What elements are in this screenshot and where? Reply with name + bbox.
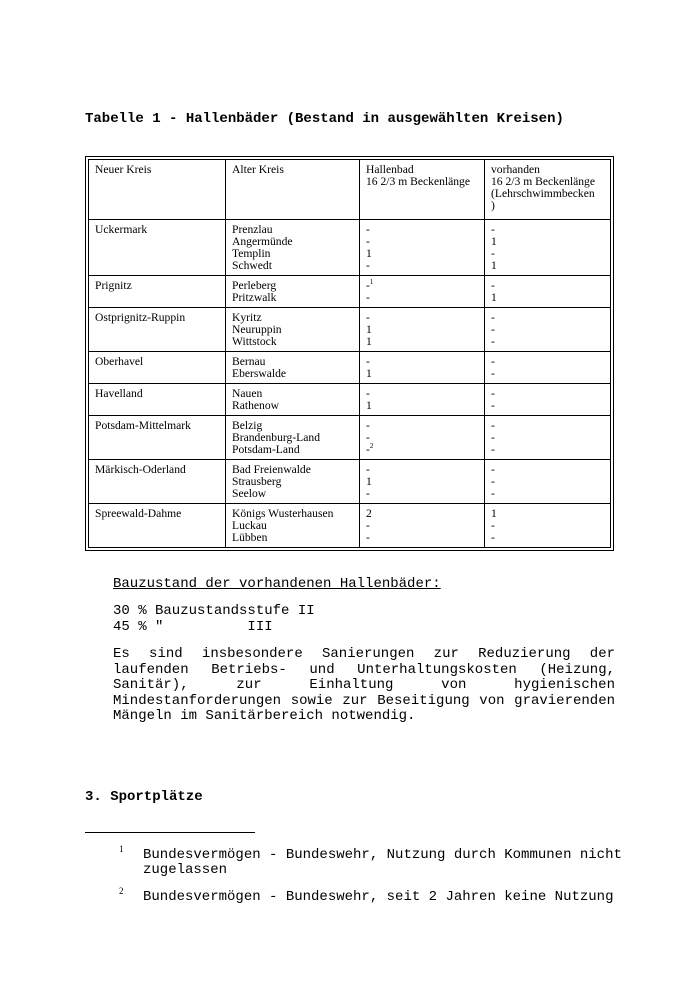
cell-alter-kreis — [226, 352, 360, 384]
cell-hallenbad-line: -$^1$ — [366, 278, 374, 292]
cell-alter-kreis-line: Belzig — [232, 419, 263, 432]
cell-neuer-kreis — [89, 460, 226, 504]
header-alter-kreis-line: Alter Kreis — [232, 163, 284, 176]
paragraph-line: laufenden Betriebs- und Unterhaltungskosten (Heizung, — [113, 661, 615, 678]
header-alter-kreis — [226, 160, 360, 220]
cell-hallenbad — [360, 460, 485, 504]
table-row — [89, 276, 611, 308]
cell-vorhanden-line: - — [491, 487, 495, 500]
cell-neuer-kreis — [89, 220, 226, 276]
cell-vorhanden-line: - — [491, 387, 495, 400]
cell-hallenbad-line: 1 — [366, 335, 372, 348]
cell-hallenbad-line: 1 — [366, 475, 372, 488]
cell-hallenbad-line: - — [366, 311, 370, 324]
cell-neuer-kreis-line: Spreewald-Dahme — [95, 507, 182, 520]
paragraph-line: Mängeln im Sanitärbereich notwendig. — [113, 708, 416, 724]
cell-vorhanden-line: - — [491, 247, 495, 260]
cell-hallenbad-line: - — [366, 387, 370, 400]
cell-alter-kreis — [226, 460, 360, 504]
cell-vorhanden-line: 1 — [491, 507, 497, 520]
cell-neuer-kreis-line: Prignitz — [95, 279, 132, 292]
table-frame — [85, 156, 614, 551]
cell-neuer-kreis-line: Havelland — [95, 387, 143, 400]
cell-hallenbad — [360, 416, 485, 460]
cell-vorhanden — [485, 308, 611, 352]
cell-vorhanden — [485, 276, 611, 308]
cell-hallenbad-line: - — [366, 235, 370, 248]
cell-neuer-kreis — [89, 352, 226, 384]
cell-alter-kreis — [226, 308, 360, 352]
cell-alter-kreis-line: Königs Wusterhausen — [232, 507, 334, 520]
cell-hallenbad-line: - — [366, 259, 370, 272]
cell-alter-kreis-line: Angermünde — [232, 235, 293, 248]
cell-hallenbad-line: 1 — [366, 247, 372, 260]
paragraph-line: Sanitär), zur Einhaltung von hygienischen — [113, 677, 615, 693]
table-row — [89, 460, 611, 504]
cell-hallenbad-line: - — [366, 431, 370, 444]
cell-neuer-kreis-line: Ostprignitz-Ruppin — [95, 311, 186, 324]
cell-alter-kreis-line: Seelow — [232, 487, 267, 500]
cell-vorhanden-line: 1 — [491, 235, 497, 248]
cell-hallenbad — [360, 352, 485, 384]
header-vorhanden-line: (Lehrschwimmbecken — [491, 187, 595, 200]
cell-alter-kreis — [226, 384, 360, 416]
cell-vorhanden-line: - — [491, 323, 495, 336]
footnote-number: 2 — [119, 886, 124, 896]
cell-neuer-kreis-line: Uckermark — [95, 223, 148, 236]
bauzustand-line-2: 45 % " III — [113, 619, 273, 635]
cell-neuer-kreis — [89, 416, 226, 460]
cell-neuer-kreis-line: Oberhavel — [95, 355, 144, 368]
cell-vorhanden-line: 1 — [491, 291, 497, 304]
table-row — [89, 308, 611, 352]
cell-alter-kreis — [226, 504, 360, 548]
cell-hallenbad — [360, 276, 485, 308]
header-neuer-kreis — [89, 160, 226, 220]
header-hallenbad — [360, 160, 485, 220]
cell-alter-kreis-line: Wittstock — [232, 335, 277, 348]
cell-hallenbad-line: - — [366, 519, 370, 532]
cell-neuer-kreis — [89, 384, 226, 416]
section-heading: 3. Sportplätze — [85, 789, 203, 805]
cell-vorhanden-line: - — [491, 519, 495, 532]
cell-vorhanden — [485, 384, 611, 416]
cell-vorhanden-line: - — [491, 355, 495, 368]
bauzustand-line-1: 30 % Bauzustandsstufe II — [113, 603, 315, 619]
cell-hallenbad-line: - — [366, 291, 370, 304]
cell-alter-kreis-line: Eberswalde — [232, 367, 287, 380]
table-row — [89, 504, 611, 548]
cell-alter-kreis-line: Luckau — [232, 519, 267, 532]
cell-alter-kreis — [226, 220, 360, 276]
footnote-text-line: Bundesvermögen - Bundeswehr, seit 2 Jahren keine Nutzung — [143, 889, 614, 905]
bauzustand-heading: Bauzustand der vorhandenen Hallenbäder: — [113, 576, 441, 592]
header-vorhanden-line: 16 2/3 m Beckenlänge — [491, 175, 595, 188]
cell-vorhanden-line: - — [491, 531, 495, 544]
cell-alter-kreis-line: Nauen — [232, 387, 263, 400]
cell-hallenbad-line: -$^2$ — [366, 442, 374, 456]
cell-vorhanden-line: - — [491, 475, 495, 488]
cell-vorhanden — [485, 220, 611, 276]
cell-alter-kreis-line: Bad Freienwalde — [232, 463, 311, 476]
cell-vorhanden — [485, 416, 611, 460]
cell-vorhanden-line: - — [491, 223, 495, 236]
cell-alter-kreis-line: Pritzwalk — [232, 291, 277, 304]
cell-neuer-kreis-line: Märkisch-Oderland — [95, 463, 186, 476]
cell-hallenbad-line: 2 — [366, 507, 372, 520]
cell-alter-kreis-line: Lübben — [232, 531, 268, 544]
table-header-row — [89, 160, 611, 220]
cell-alter-kreis-line: Bernau — [232, 355, 266, 368]
cell-alter-kreis-line: Templin — [232, 247, 271, 260]
cell-neuer-kreis — [89, 276, 226, 308]
cell-vorhanden-line: - — [491, 279, 495, 292]
cell-hallenbad-line: - — [366, 223, 370, 236]
cell-hallenbad — [360, 504, 485, 548]
table-row — [89, 352, 611, 384]
cell-alter-kreis-line: Potsdam-Land — [232, 443, 300, 456]
cell-hallenbad-line: - — [366, 463, 370, 476]
cell-vorhanden-line: - — [491, 443, 495, 456]
cell-alter-kreis — [226, 416, 360, 460]
cell-vorhanden — [485, 352, 611, 384]
paragraph-line: Mindestanforderungen sowie zur Beseitigung von gravierenden — [113, 692, 615, 709]
header-neuer-kreis-line: Neuer Kreis — [95, 163, 152, 176]
footnote-text-line: Bundesvermögen - Bundeswehr, Nutzung durch Kommunen nicht — [143, 847, 622, 863]
cell-vorhanden-line: - — [491, 399, 495, 412]
table-row — [89, 416, 611, 460]
sanierung-paragraph — [113, 647, 615, 725]
cell-hallenbad-line: - — [366, 355, 370, 368]
footnote-number: 1 — [119, 844, 124, 854]
footnote-text-line: zugelassen — [143, 862, 228, 878]
cell-vorhanden-line: - — [491, 367, 495, 380]
cell-hallenbad-line: - — [366, 531, 370, 544]
table-row — [89, 220, 611, 276]
cell-neuer-kreis-line: Potsdam-Mittelmark — [95, 419, 191, 432]
footnote-ref: 2 — [369, 442, 374, 451]
cell-neuer-kreis — [89, 308, 226, 352]
cell-vorhanden-line: 1 — [491, 259, 497, 272]
cell-alter-kreis-line: Kyritz — [232, 311, 262, 324]
cell-vorhanden-line: - — [491, 419, 495, 432]
cell-alter-kreis-line: Brandenburg-Land — [232, 431, 321, 444]
cell-hallenbad — [360, 308, 485, 352]
table-row — [89, 384, 611, 416]
cell-hallenbad-line: - — [366, 419, 370, 432]
cell-hallenbad-line: 1 — [366, 367, 372, 380]
cell-neuer-kreis — [89, 504, 226, 548]
cell-alter-kreis-line: Rathenow — [232, 399, 280, 412]
cell-vorhanden-line: - — [491, 431, 495, 444]
cell-hallenbad — [360, 220, 485, 276]
cell-hallenbad-line: 1 — [366, 323, 372, 336]
cell-alter-kreis-line: Neuruppin — [232, 323, 282, 336]
cell-hallenbad-line: 1 — [366, 399, 372, 412]
cell-alter-kreis-line: Perleberg — [232, 279, 277, 292]
cell-hallenbad — [360, 384, 485, 416]
header-vorhanden-line: ) — [491, 199, 495, 212]
header-hallenbad-line: 16 2/3 m Beckenlänge — [366, 175, 470, 188]
cell-vorhanden — [485, 504, 611, 548]
paragraph-line: Es sind insbesondere Sanierungen zur Reduzierung der — [113, 646, 615, 662]
cell-vorhanden — [485, 460, 611, 504]
header-vorhanden — [485, 160, 611, 220]
header-vorhanden-line: vorhanden — [491, 163, 540, 176]
footnote-ref: 1 — [369, 278, 374, 287]
cell-alter-kreis-line: Schwedt — [232, 259, 272, 272]
cell-hallenbad-line: - — [366, 487, 370, 500]
cell-alter-kreis — [226, 276, 360, 308]
footnote-separator — [85, 832, 255, 833]
cell-vorhanden-line: - — [491, 335, 495, 348]
table-title: Tabelle 1 - Hallenbäder (Bestand in ausgewählten Kreisen) — [85, 111, 564, 127]
cell-vorhanden-line: - — [491, 311, 495, 324]
header-hallenbad-line: Hallenbad — [366, 163, 414, 176]
hallenbaeder-table — [88, 159, 611, 548]
cell-alter-kreis-line: Prenzlau — [232, 223, 273, 236]
cell-vorhanden-line: - — [491, 463, 495, 476]
cell-alter-kreis-line: Strausberg — [232, 475, 282, 488]
